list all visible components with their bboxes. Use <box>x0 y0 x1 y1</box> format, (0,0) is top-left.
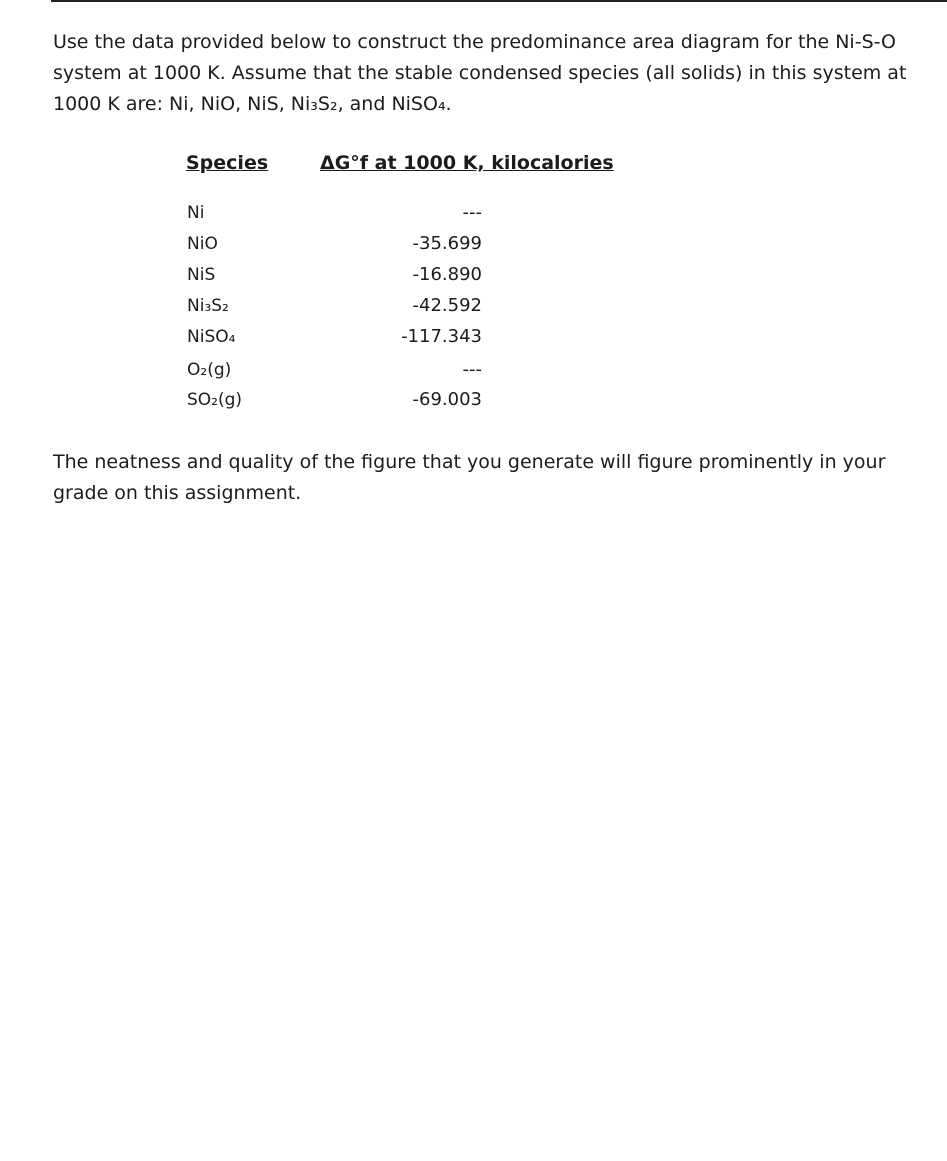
species-name: NiS <box>187 265 216 285</box>
species-name: O₂(g) <box>187 360 232 380</box>
table-row <box>0 198 947 228</box>
gibbs-energy-value: --- <box>462 359 482 380</box>
top-rule <box>51 0 947 2</box>
gibbs-energy-value: --- <box>462 202 482 223</box>
table-row <box>0 355 947 385</box>
species-column-header: Species <box>186 152 269 174</box>
table-row <box>0 229 947 259</box>
gibbs-energy-value: -117.343 <box>401 326 482 347</box>
table-row <box>0 322 947 352</box>
table-row <box>0 385 947 415</box>
species-name: NiSO₄ <box>187 327 236 347</box>
species-name: NiO <box>187 234 218 254</box>
gibbs-energy-column-header: ΔG°f at 1000 K, kilocalories <box>320 152 614 174</box>
gibbs-energy-value: -35.699 <box>412 233 482 254</box>
species-name: SO₂(g) <box>187 390 243 410</box>
gibbs-energy-value: -16.890 <box>412 264 482 285</box>
problem-statement: Use the data provided below to construct the predominance area diagram for the Ni-S-O system at 1000 K. Assume that the stable condensed species (all solids) in this system at 1000 K are: Ni, NiO, NiS, Ni₃S₂, and NiSO₄. <box>53 31 907 115</box>
species-name: Ni <box>187 203 205 223</box>
species-name: Ni₃S₂ <box>187 296 229 316</box>
grading-note: The neatness and quality of the figure that you generate will figure prominently in your grade on this assignment. <box>53 451 886 504</box>
gibbs-energy-value: -42.592 <box>412 295 482 316</box>
table-row <box>0 260 947 290</box>
table-row <box>0 291 947 321</box>
gibbs-energy-value: -69.003 <box>412 389 482 410</box>
